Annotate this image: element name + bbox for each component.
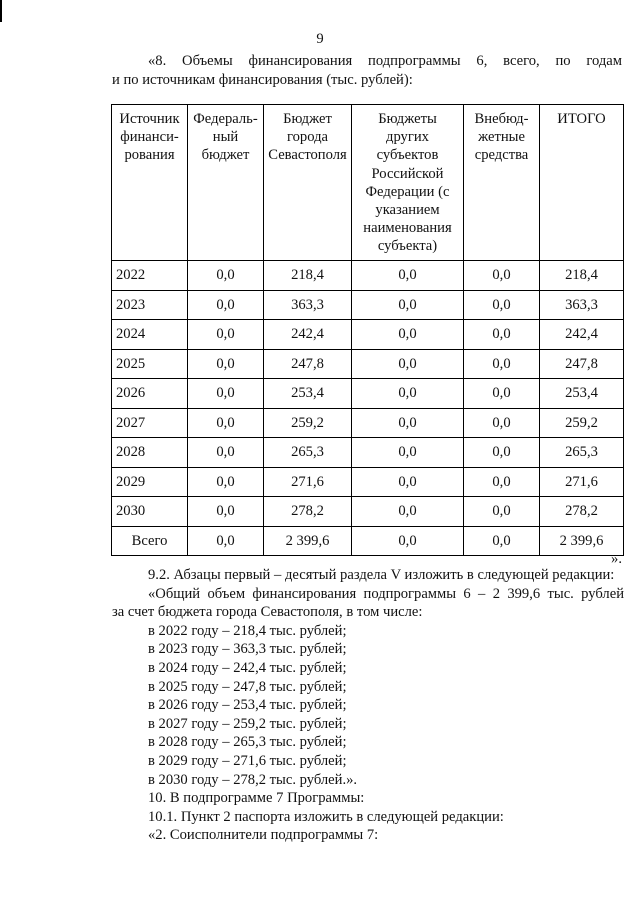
heading-line-1: «8. Объемы финансирования подпрограммы 6, всего, по годам	[148, 53, 622, 69]
table-header-row	[112, 105, 624, 261]
cell-year: 2027	[112, 408, 188, 438]
list-item: в 2023 году – 363,3 тыс. рублей;	[148, 641, 347, 658]
cell-year: 2022	[112, 261, 188, 291]
table-row	[112, 290, 624, 320]
cell-year: 2028	[112, 438, 188, 468]
cell-other: 0,0	[352, 320, 464, 350]
cell-sevastopol: 218,4	[264, 261, 352, 291]
cell-extrabudget: 0,0	[464, 526, 540, 556]
cell-total: 259,2	[540, 408, 624, 438]
header-federal: Федераль-ный бюджет	[188, 105, 264, 261]
cell-federal: 0,0	[188, 320, 264, 350]
cell-extrabudget: 0,0	[464, 467, 540, 497]
header-source: Источник финанси-рования	[112, 105, 188, 261]
cell-extrabudget: 0,0	[464, 349, 540, 379]
cell-year: 2024	[112, 320, 188, 350]
financing-table	[111, 104, 624, 556]
cell-sevastopol: 265,3	[264, 438, 352, 468]
cell-federal: 0,0	[188, 261, 264, 291]
cell-federal: 0,0	[188, 379, 264, 409]
cell-year: 2026	[112, 379, 188, 409]
header-total: ИТОГО	[540, 105, 624, 261]
cell-other: 0,0	[352, 290, 464, 320]
heading-line-2: и по источникам финансирования (тыс. рублей):	[112, 71, 413, 88]
cell-sevastopol: 2 399,6	[264, 526, 352, 556]
cell-total: 218,4	[540, 261, 624, 291]
cell-sevastopol: 271,6	[264, 467, 352, 497]
paragraph-10: 10. В подпрограмме 7 Программы:	[148, 790, 365, 807]
cell-total-label: Всего	[112, 526, 188, 556]
cell-total: 253,4	[540, 379, 624, 409]
section-heading	[112, 52, 622, 89]
page-edge-mark	[0, 0, 2, 22]
cell-federal: 0,0	[188, 526, 264, 556]
list-item: в 2026 году – 253,4 тыс. рублей;	[148, 697, 347, 714]
list-item: в 2025 году – 247,8 тыс. рублей;	[148, 678, 347, 695]
cell-year: 2029	[112, 467, 188, 497]
paragraph-9-2: 9.2. Абзацы первый – десятый раздела V изложить в следующей редакции:	[148, 567, 615, 583]
cell-other: 0,0	[352, 261, 464, 291]
cell-total: 2 399,6	[540, 526, 624, 556]
cell-sevastopol: 363,3	[264, 290, 352, 320]
cell-federal: 0,0	[188, 408, 264, 438]
table-row	[112, 320, 624, 350]
quote-line-2: за счет бюджета города Севастополя, в том числе:	[112, 604, 423, 621]
cell-extrabudget: 0,0	[464, 497, 540, 527]
header-extrabudget: Внебюд-жетные средства	[464, 105, 540, 261]
cell-total: 278,2	[540, 497, 624, 527]
cell-sevastopol: 259,2	[264, 408, 352, 438]
cell-total: 271,6	[540, 467, 624, 497]
cell-extrabudget: 0,0	[464, 290, 540, 320]
body-text	[112, 566, 624, 845]
table-row	[112, 497, 624, 527]
header-other-subjects: Бюджеты других субъектов Российской Федерации (с указанием наименования субъекта)	[352, 105, 464, 261]
cell-federal: 0,0	[188, 497, 264, 527]
cell-other: 0,0	[352, 497, 464, 527]
table-row	[112, 467, 624, 497]
cell-total: 363,3	[540, 290, 624, 320]
table-row	[112, 438, 624, 468]
cell-other: 0,0	[352, 379, 464, 409]
header-sevastopol: Бюджет города Севастополя	[264, 105, 352, 261]
cell-extrabudget: 0,0	[464, 320, 540, 350]
cell-other: 0,0	[352, 526, 464, 556]
cell-year: 2025	[112, 349, 188, 379]
cell-other: 0,0	[352, 408, 464, 438]
list-item: в 2029 году – 271,6 тыс. рублей;	[148, 752, 347, 769]
closing-quote-mark: ».	[611, 551, 622, 567]
cell-sevastopol: 278,2	[264, 497, 352, 527]
cell-extrabudget: 0,0	[464, 438, 540, 468]
cell-year: 2030	[112, 497, 188, 527]
cell-year: 2023	[112, 290, 188, 320]
cell-extrabudget: 0,0	[464, 261, 540, 291]
page-number: 9	[316, 31, 324, 47]
cell-total: 247,8	[540, 349, 624, 379]
list-item: в 2028 году – 265,3 тыс. рублей;	[148, 734, 347, 751]
cell-federal: 0,0	[188, 467, 264, 497]
cell-sevastopol: 253,4	[264, 379, 352, 409]
list-item: в 2022 году – 218,4 тыс. рублей;	[148, 622, 347, 639]
list-item: в 2024 году – 242,4 тыс. рублей;	[148, 659, 347, 676]
cell-sevastopol: 242,4	[264, 320, 352, 350]
cell-other: 0,0	[352, 438, 464, 468]
cell-extrabudget: 0,0	[464, 379, 540, 409]
paragraph-10-1: 10.1. Пункт 2 паспорта изложить в следующей редакции:	[148, 808, 504, 825]
cell-federal: 0,0	[188, 290, 264, 320]
cell-extrabudget: 0,0	[464, 408, 540, 438]
cell-total: 265,3	[540, 438, 624, 468]
list-item: в 2027 году – 259,2 тыс. рублей;	[148, 715, 347, 732]
cell-other: 0,0	[352, 349, 464, 379]
table-row	[112, 261, 624, 291]
cell-sevastopol: 247,8	[264, 349, 352, 379]
quote-line-1: «Общий объем финансирования подпрограммы 6 – 2 399,6 тыс. рублей	[148, 585, 624, 602]
cell-federal: 0,0	[188, 349, 264, 379]
table-row	[112, 408, 624, 438]
list-item: в 2030 году – 278,2 тыс. рублей.».	[148, 771, 358, 788]
paragraph-2: «2. Соисполнители подпрограммы 7:	[148, 827, 379, 844]
cell-other: 0,0	[352, 467, 464, 497]
table-row	[112, 349, 624, 379]
cell-federal: 0,0	[188, 438, 264, 468]
cell-total: 242,4	[540, 320, 624, 350]
table-row	[112, 379, 624, 409]
